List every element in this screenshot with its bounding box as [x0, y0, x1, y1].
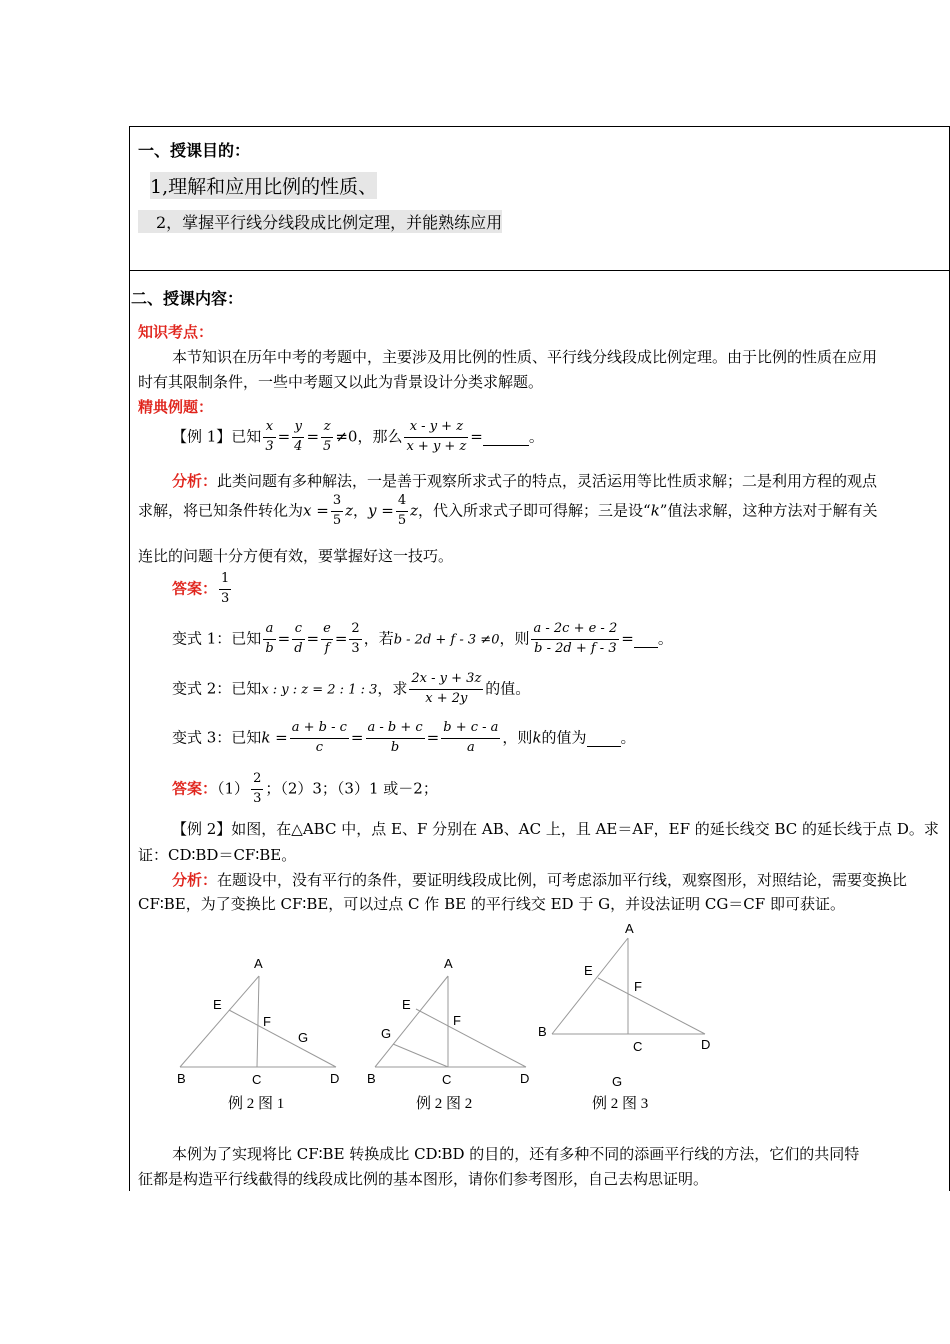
- frac-den: f: [324, 640, 330, 656]
- analysis-label: 分析：: [172, 871, 218, 889]
- figure-3: [530, 918, 730, 1118]
- example1-analysis-line3: 连比的问题十分方便有效，要掌握好这一技巧。: [138, 547, 454, 565]
- frac-den: b: [265, 640, 274, 656]
- variant-answers: [172, 772, 438, 807]
- segment-ab: [375, 976, 448, 1067]
- k-equals: k =: [261, 728, 288, 747]
- frac-num: 2x - y + 3z: [409, 672, 483, 690]
- label-c: C: [252, 1072, 262, 1087]
- frac-c-d: [292, 622, 304, 657]
- variant3: [172, 721, 636, 756]
- frac-den: a: [466, 739, 475, 755]
- variant2-prefix: 变式 2：已知: [172, 679, 262, 698]
- period: 。: [657, 629, 673, 648]
- frac-den: c: [315, 739, 323, 755]
- knowledge-text-line1: 本节知识在历年中考的考题中，主要涉及用比例的性质、平行线分线段成比例定理。由于比例的性质在应用: [172, 348, 878, 366]
- frac-x-3: [263, 420, 275, 455]
- condition-expression: b - 2d + f - 3 ≠0: [393, 632, 500, 648]
- frac-den: 5: [323, 438, 332, 454]
- example1-analysis-line1: [172, 470, 877, 491]
- frac-den: 3: [351, 640, 360, 656]
- variant2: [172, 672, 530, 707]
- analysis-text: 此类问题有多种解法，一是善于观察所求式子的特点，灵活运用等比性质求解；二是利用方程的观点: [217, 472, 878, 490]
- label-f: F: [634, 979, 642, 994]
- segment-ab: [180, 976, 259, 1067]
- frac-num: y: [292, 420, 304, 438]
- segment-ed: [598, 978, 705, 1034]
- frac-num: a - 2c + e - 2: [531, 622, 619, 640]
- frac-num: z: [321, 420, 333, 438]
- figure-1: [160, 950, 360, 1120]
- frac-3-5: [331, 494, 343, 529]
- equals-sign: =: [621, 629, 634, 648]
- answer-part1: （1）: [217, 779, 250, 798]
- closing-line1: 本例为了实现将比 CF∶BE 转换成比 CD∶BD 的目的，还有多种不同的添画平行线的方法，它们的共同特: [172, 1145, 860, 1163]
- ask-word: ，求: [377, 679, 408, 698]
- variant1-prefix: 变式 1：已知: [172, 629, 262, 648]
- frac-num: b + c - a: [441, 721, 500, 739]
- frac-4-5: [396, 494, 408, 529]
- goal-item-2: 2，掌握平行线分线段成比例定理，并能熟练应用: [138, 210, 502, 233]
- frac-num: a - b + c: [366, 721, 425, 739]
- frac-1: [290, 721, 349, 756]
- analysis-label: 分析：: [172, 472, 218, 490]
- label-b: B: [367, 1071, 376, 1086]
- label-a: A: [254, 956, 263, 971]
- label-e: E: [402, 997, 411, 1012]
- label-c: C: [442, 1072, 452, 1087]
- frac-num: 4: [396, 494, 408, 512]
- label-b: B: [538, 1024, 547, 1039]
- segment-ed: [416, 1009, 526, 1067]
- frac-den: d: [294, 640, 303, 656]
- equals-sign: =: [306, 427, 320, 446]
- section1-title: 一、授课目的：: [138, 141, 251, 160]
- answer-label: 答案：: [172, 579, 218, 598]
- segment-ab: [552, 938, 628, 1034]
- answer-rest: ；（2）3；（3）1 或－2；: [265, 779, 438, 798]
- label-d: D: [701, 1037, 711, 1052]
- frac-2-3: [251, 772, 263, 807]
- frac-expression: [404, 420, 468, 455]
- not-zero: ≠0: [335, 427, 358, 446]
- label-g: G: [612, 1074, 623, 1089]
- value-word: 的值。: [485, 679, 531, 698]
- label-b: B: [177, 1071, 186, 1086]
- frac-den: 3: [253, 790, 262, 806]
- label-e: E: [584, 963, 593, 978]
- figure-2-caption: 例 2 图 2: [416, 1096, 473, 1112]
- frac-den: 4: [294, 438, 303, 454]
- var-z: z: [345, 501, 353, 520]
- frac-num: a: [263, 622, 275, 640]
- frac-num: x: [263, 420, 275, 438]
- label-g: G: [381, 1026, 392, 1041]
- var-k: k: [650, 501, 660, 520]
- frac-1-3: [219, 572, 231, 607]
- y-equals: y =: [368, 501, 394, 520]
- label-f: F: [453, 1013, 461, 1028]
- answer-blank: [587, 728, 621, 747]
- segment-cg: [393, 1044, 448, 1067]
- frac-den: 3: [221, 590, 230, 606]
- then-word: ，则: [499, 629, 530, 648]
- frac-num: 1: [219, 572, 231, 590]
- label-e: E: [213, 997, 222, 1012]
- label-a: A: [625, 921, 634, 936]
- example1-prefix: 【例 1】已知: [172, 427, 262, 446]
- equals-sign: =: [426, 728, 440, 747]
- label-d: D: [330, 1071, 340, 1086]
- example2-analysis-line1: [172, 869, 907, 890]
- frac-num: a + b - c: [290, 721, 349, 739]
- analysis-text: 求解，将已知条件转化为: [138, 501, 304, 520]
- equals-sign: =: [277, 427, 291, 446]
- label-c: C: [633, 1039, 643, 1054]
- frac-num: 2: [251, 772, 263, 790]
- x-equals: x =: [303, 501, 329, 520]
- example1-answer: [172, 572, 233, 607]
- analysis-text: ，代入所求式子即可得解；三是设“: [418, 501, 651, 520]
- label-f: F: [263, 1014, 271, 1029]
- goal-item-1: 1,理解和应用比例的性质、: [150, 172, 377, 199]
- frac-a-b: [263, 622, 275, 657]
- frac-expression: [409, 672, 483, 707]
- label-a: A: [444, 956, 453, 971]
- frac-den: 5: [332, 512, 342, 528]
- period: 。: [528, 427, 544, 446]
- knowledge-label: 知识考点：: [138, 323, 214, 341]
- var-k: k: [532, 728, 542, 747]
- closing-line2: 征都是构造平行线截得的线段成比例的基本图形，请你们参考图形，自己去构思证明。: [138, 1170, 709, 1188]
- equals-sign: =: [470, 427, 483, 446]
- figure-2: [360, 950, 540, 1120]
- ratio-expression: x : y : z = 2 : 1 : 3: [261, 682, 378, 698]
- frac-2-3: [349, 622, 361, 657]
- row-divider: [129, 270, 949, 271]
- frac-num: 3: [331, 494, 343, 512]
- frac-num: 2: [349, 622, 361, 640]
- frac-num: e: [321, 622, 333, 640]
- label-g: G: [298, 1030, 309, 1045]
- variant1: [172, 622, 673, 657]
- if-word: ，若: [363, 629, 394, 648]
- example1-analysis-line2: [138, 494, 877, 529]
- comma: ，: [353, 501, 369, 520]
- example2-analysis-line2: CF∶BE，为了变换比 CF∶BE，可以过点 C 作 BE 的平行线交 ED 于 G，并设法证明 CG＝CF 即可获证。: [138, 895, 845, 913]
- frac-expression: [531, 622, 619, 657]
- answer-label: 答案：: [172, 779, 218, 798]
- frac-2: [366, 721, 425, 756]
- frac-den: x + y + z: [406, 438, 467, 454]
- segment-ed: [229, 1010, 336, 1067]
- equals-sign: =: [277, 629, 291, 648]
- label-d: D: [520, 1071, 530, 1086]
- frac-den: x + 2y: [425, 690, 468, 706]
- frac-num: c: [292, 622, 304, 640]
- frac-den: 3: [265, 438, 274, 454]
- frac-3: [441, 721, 500, 756]
- answer-blank: [483, 427, 529, 446]
- figure-3-caption: 例 2 图 3: [592, 1096, 649, 1112]
- equals-sign: =: [334, 629, 348, 648]
- example2-line2: 证：CD∶BD＝CF∶BE。: [138, 846, 297, 864]
- equals-sign: =: [350, 728, 364, 747]
- value-word: 的值为: [541, 728, 587, 747]
- var-z: z: [410, 501, 419, 520]
- example1-statement: [172, 420, 544, 455]
- frac-den: b: [390, 739, 400, 755]
- answer-blank: [634, 629, 658, 648]
- frac-den: 5: [397, 512, 407, 528]
- frac-z-5: [321, 420, 333, 455]
- equals-sign: =: [306, 629, 320, 648]
- frac-den: b - 2d + f - 3: [534, 640, 617, 656]
- segment-ac: [257, 976, 259, 1067]
- variant3-prefix: 变式 3：已知: [172, 728, 262, 747]
- frac-num: x - y + z: [404, 420, 468, 438]
- examples-label: 精典例题：: [138, 398, 214, 416]
- frac-e-f: [321, 622, 333, 657]
- frac-y-4: [292, 420, 304, 455]
- knowledge-text-line2: 时有其限制条件，一些中考题又以此为背景设计分类求解题。: [138, 373, 544, 391]
- then-word: ，则: [502, 728, 533, 747]
- example2-line1: 【例 2】如图，在△ABC 中，点 E、F 分别在 AB、AC 上，且 AE＝AF，EF 的延长线交 BC 的延长线于点 D。求: [172, 820, 939, 838]
- figure-1-caption: 例 2 图 1: [228, 1096, 285, 1112]
- analysis-text: 在题设中，没有平行的条件，要证明线段成比例，可考虑添加平行线，观察图形，对照结论，需要变换比: [217, 871, 908, 889]
- then-word: ，那么: [357, 427, 403, 446]
- section2-title: 二、授课内容：: [131, 289, 244, 308]
- period: 。: [620, 728, 636, 747]
- analysis-text: ”值法求解，这种方法对于解有关: [659, 501, 878, 520]
